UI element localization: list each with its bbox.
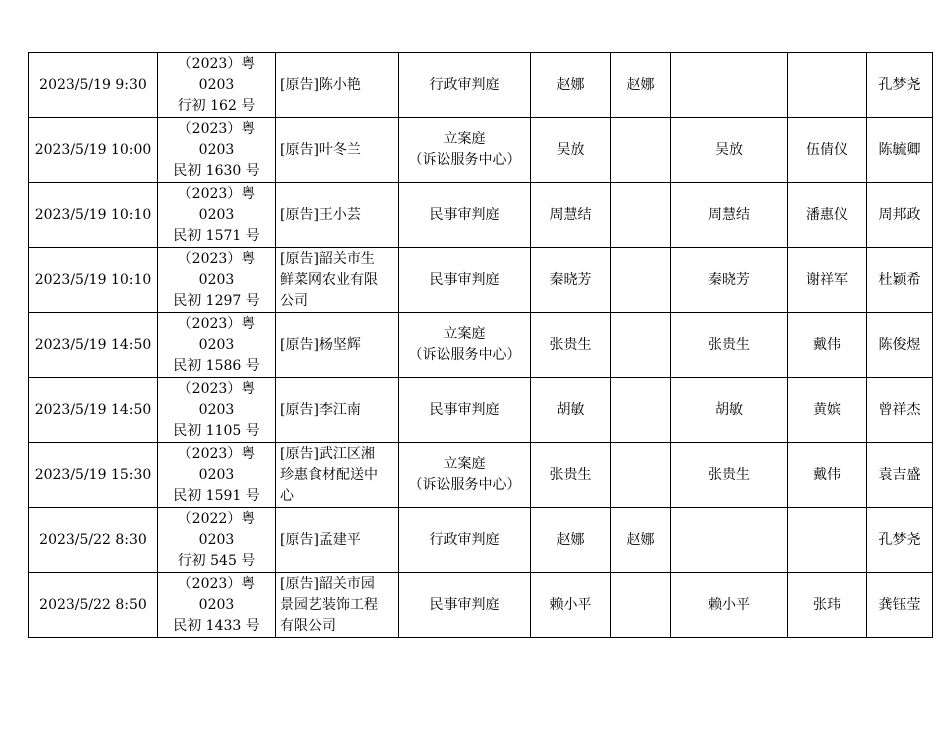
presiding-judge-cell	[611, 443, 671, 508]
case-number-cell-text: （2023）粤 0203 行初 162 号	[177, 55, 256, 114]
judge-cell	[531, 183, 611, 248]
assistant-judge-cell	[671, 313, 788, 378]
hearing-time-cell-text: 2023/5/19 10:00	[34, 141, 152, 158]
party-cell	[276, 183, 399, 248]
presiding-judge-cell	[611, 183, 671, 248]
clerk-cell-text: 张玮	[813, 596, 841, 613]
court-division-cell	[399, 53, 531, 118]
case-number-cell-text: （2022）粤 0203 行初 545 号	[177, 510, 256, 569]
recorder-cell-text: 陈毓卿	[878, 141, 921, 158]
case-number-cell	[158, 118, 276, 183]
court-division-cell-text: 立案庭 （诉讼服务中心）	[408, 326, 521, 363]
hearing-schedule-table	[28, 52, 933, 638]
recorder-cell-text: 袁吉盛	[878, 466, 921, 483]
court-division-cell-text: 民事审判庭	[429, 401, 500, 418]
recorder-cell	[867, 378, 933, 443]
party-cell	[276, 313, 399, 378]
clerk-cell	[788, 183, 867, 248]
clerk-cell	[788, 378, 867, 443]
hearing-time-cell	[29, 183, 158, 248]
assistant-judge-cell	[671, 118, 788, 183]
judge-cell	[531, 53, 611, 118]
clerk-cell	[788, 443, 867, 508]
party-cell-text: [原告]杨坚辉	[280, 336, 361, 353]
hearing-time-cell	[29, 573, 158, 638]
party-cell-text: [原告]武江区湘 珍惠食材配送中 心	[280, 445, 378, 504]
recorder-cell	[867, 443, 933, 508]
court-division-cell	[399, 313, 531, 378]
recorder-cell	[867, 183, 933, 248]
assistant-judge-cell	[671, 248, 788, 313]
clerk-cell	[788, 313, 867, 378]
hearing-time-cell	[29, 118, 158, 183]
judge-cell-text: 赵娜	[556, 531, 585, 548]
clerk-cell-text: 戴伟	[813, 466, 841, 483]
court-division-cell-text: 行政审判庭	[429, 531, 500, 548]
clerk-cell	[788, 573, 867, 638]
table-row	[29, 118, 933, 183]
court-division-cell	[399, 183, 531, 248]
assistant-judge-cell-text: 吴放	[715, 141, 743, 158]
judge-cell	[531, 443, 611, 508]
judge-cell	[531, 508, 611, 573]
judge-cell	[531, 378, 611, 443]
judge-cell	[531, 573, 611, 638]
assistant-judge-cell-text: 秦晓芳	[708, 271, 750, 288]
court-division-cell-text: 行政审判庭	[429, 76, 500, 93]
hearing-time-cell-text: 2023/5/22 8:30	[39, 531, 147, 548]
clerk-cell-text: 戴伟	[813, 336, 841, 353]
presiding-judge-cell	[611, 118, 671, 183]
hearing-time-cell-text: 2023/5/19 15:30	[34, 466, 152, 483]
party-cell	[276, 378, 399, 443]
case-number-cell	[158, 378, 276, 443]
assistant-judge-cell-text: 周慧结	[708, 206, 750, 223]
case-number-cell-text: （2023）粤 0203 民初 1433 号	[173, 575, 260, 634]
table-row	[29, 378, 933, 443]
table-row	[29, 248, 933, 313]
court-division-cell	[399, 573, 531, 638]
judge-cell-text: 张贵生	[549, 466, 592, 483]
party-cell-text: [原告]韶关市生 鲜菜网农业有限 公司	[280, 250, 378, 309]
hearing-time-cell	[29, 313, 158, 378]
recorder-cell-text: 杜颖希	[878, 271, 921, 288]
presiding-judge-cell	[611, 53, 671, 118]
hearing-time-cell	[29, 53, 158, 118]
judge-cell-text: 张贵生	[549, 336, 592, 353]
judge-cell-text: 胡敏	[556, 401, 585, 418]
clerk-cell-text: 潘惠仪	[806, 206, 848, 223]
judge-cell-text: 周慧结	[549, 206, 592, 223]
hearing-time-cell	[29, 443, 158, 508]
court-division-cell	[399, 508, 531, 573]
presiding-judge-cell	[611, 378, 671, 443]
recorder-cell-text: 孔梦尧	[878, 531, 921, 548]
party-cell-text: [原告]孟建平	[280, 531, 361, 548]
court-division-cell	[399, 118, 531, 183]
party-cell	[276, 443, 399, 508]
clerk-cell-text: 伍倩仪	[806, 141, 848, 158]
court-division-cell-text: 民事审判庭	[429, 206, 500, 223]
clerk-cell	[788, 508, 867, 573]
assistant-judge-cell	[671, 183, 788, 248]
recorder-cell-text: 陈俊煜	[878, 336, 921, 353]
case-number-cell	[158, 53, 276, 118]
court-division-cell-text: 民事审判庭	[429, 596, 500, 613]
clerk-cell	[788, 118, 867, 183]
judge-cell	[531, 248, 611, 313]
presiding-judge-cell-text: 赵娜	[626, 531, 655, 548]
party-cell	[276, 573, 399, 638]
table-row	[29, 508, 933, 573]
table-row	[29, 53, 933, 118]
party-cell	[276, 53, 399, 118]
table-body	[29, 53, 933, 638]
presiding-judge-cell	[611, 248, 671, 313]
judge-cell-text: 赵娜	[556, 76, 585, 93]
assistant-judge-cell	[671, 573, 788, 638]
hearing-time-cell	[29, 508, 158, 573]
case-number-cell	[158, 313, 276, 378]
court-division-cell-text: 立案庭 （诉讼服务中心）	[408, 131, 521, 168]
assistant-judge-cell	[671, 53, 788, 118]
presiding-judge-cell	[611, 313, 671, 378]
presiding-judge-cell-text: 赵娜	[626, 76, 655, 93]
court-division-cell-text: 立案庭 （诉讼服务中心）	[408, 456, 521, 493]
clerk-cell	[788, 53, 867, 118]
assistant-judge-cell-text: 赖小平	[708, 596, 750, 613]
case-number-cell	[158, 443, 276, 508]
clerk-cell-text: 黄嫔	[813, 401, 841, 418]
recorder-cell-text: 周邦政	[878, 206, 921, 223]
assistant-judge-cell-text: 胡敏	[715, 401, 743, 418]
hearing-time-cell	[29, 378, 158, 443]
party-cell	[276, 118, 399, 183]
hearing-time-cell-text: 2023/5/22 8:50	[39, 596, 147, 613]
recorder-cell-text: 曾祥杰	[878, 401, 921, 418]
party-cell-text: [原告]叶冬兰	[280, 141, 361, 158]
assistant-judge-cell-text: 张贵生	[708, 336, 750, 353]
court-division-cell	[399, 443, 531, 508]
case-number-cell	[158, 573, 276, 638]
presiding-judge-cell	[611, 508, 671, 573]
case-number-cell-text: （2023）粤 0203 民初 1105 号	[173, 380, 260, 439]
party-cell-text: [原告]韶关市园 景园艺装饰工程 有限公司	[280, 575, 378, 634]
hearing-time-cell	[29, 248, 158, 313]
case-number-cell-text: （2023）粤 0203 民初 1586 号	[173, 315, 260, 374]
recorder-cell	[867, 248, 933, 313]
party-cell	[276, 248, 399, 313]
party-cell	[276, 508, 399, 573]
recorder-cell	[867, 118, 933, 183]
hearing-time-cell-text: 2023/5/19 10:10	[34, 206, 152, 223]
table-row	[29, 313, 933, 378]
judge-cell	[531, 313, 611, 378]
recorder-cell-text: 龚钰莹	[878, 596, 921, 613]
recorder-cell-text: 孔梦尧	[878, 76, 921, 93]
court-division-cell-text: 民事审判庭	[429, 271, 500, 288]
table-row	[29, 183, 933, 248]
hearing-time-cell-text: 2023/5/19 10:10	[34, 271, 152, 288]
recorder-cell	[867, 53, 933, 118]
assistant-judge-cell	[671, 443, 788, 508]
assistant-judge-cell	[671, 378, 788, 443]
table-row	[29, 443, 933, 508]
case-number-cell	[158, 183, 276, 248]
clerk-cell-text: 谢祥军	[806, 271, 848, 288]
party-cell-text: [原告]王小芸	[280, 206, 361, 223]
clerk-cell	[788, 248, 867, 313]
hearing-time-cell-text: 2023/5/19 14:50	[34, 401, 152, 418]
case-number-cell-text: （2023）粤 0203 民初 1591 号	[173, 445, 260, 504]
case-number-cell-text: （2023）粤 0203 民初 1571 号	[173, 185, 260, 244]
judge-cell	[531, 118, 611, 183]
hearing-time-cell-text: 2023/5/19 14:50	[34, 336, 152, 353]
hearing-time-cell-text: 2023/5/19 9:30	[39, 76, 147, 93]
party-cell-text: [原告]陈小艳	[280, 76, 361, 93]
judge-cell-text: 赖小平	[549, 596, 592, 613]
case-number-cell	[158, 248, 276, 313]
table-row	[29, 573, 933, 638]
court-division-cell	[399, 248, 531, 313]
judge-cell-text: 秦晓芳	[549, 271, 592, 288]
recorder-cell	[867, 313, 933, 378]
recorder-cell	[867, 573, 933, 638]
assistant-judge-cell	[671, 508, 788, 573]
party-cell-text: [原告]李江南	[280, 401, 361, 418]
case-number-cell	[158, 508, 276, 573]
presiding-judge-cell	[611, 573, 671, 638]
assistant-judge-cell-text: 张贵生	[708, 466, 750, 483]
case-number-cell-text: （2023）粤 0203 民初 1297 号	[173, 250, 260, 309]
case-number-cell-text: （2023）粤 0203 民初 1630 号	[173, 120, 260, 179]
recorder-cell	[867, 508, 933, 573]
judge-cell-text: 吴放	[556, 141, 585, 158]
court-division-cell	[399, 378, 531, 443]
